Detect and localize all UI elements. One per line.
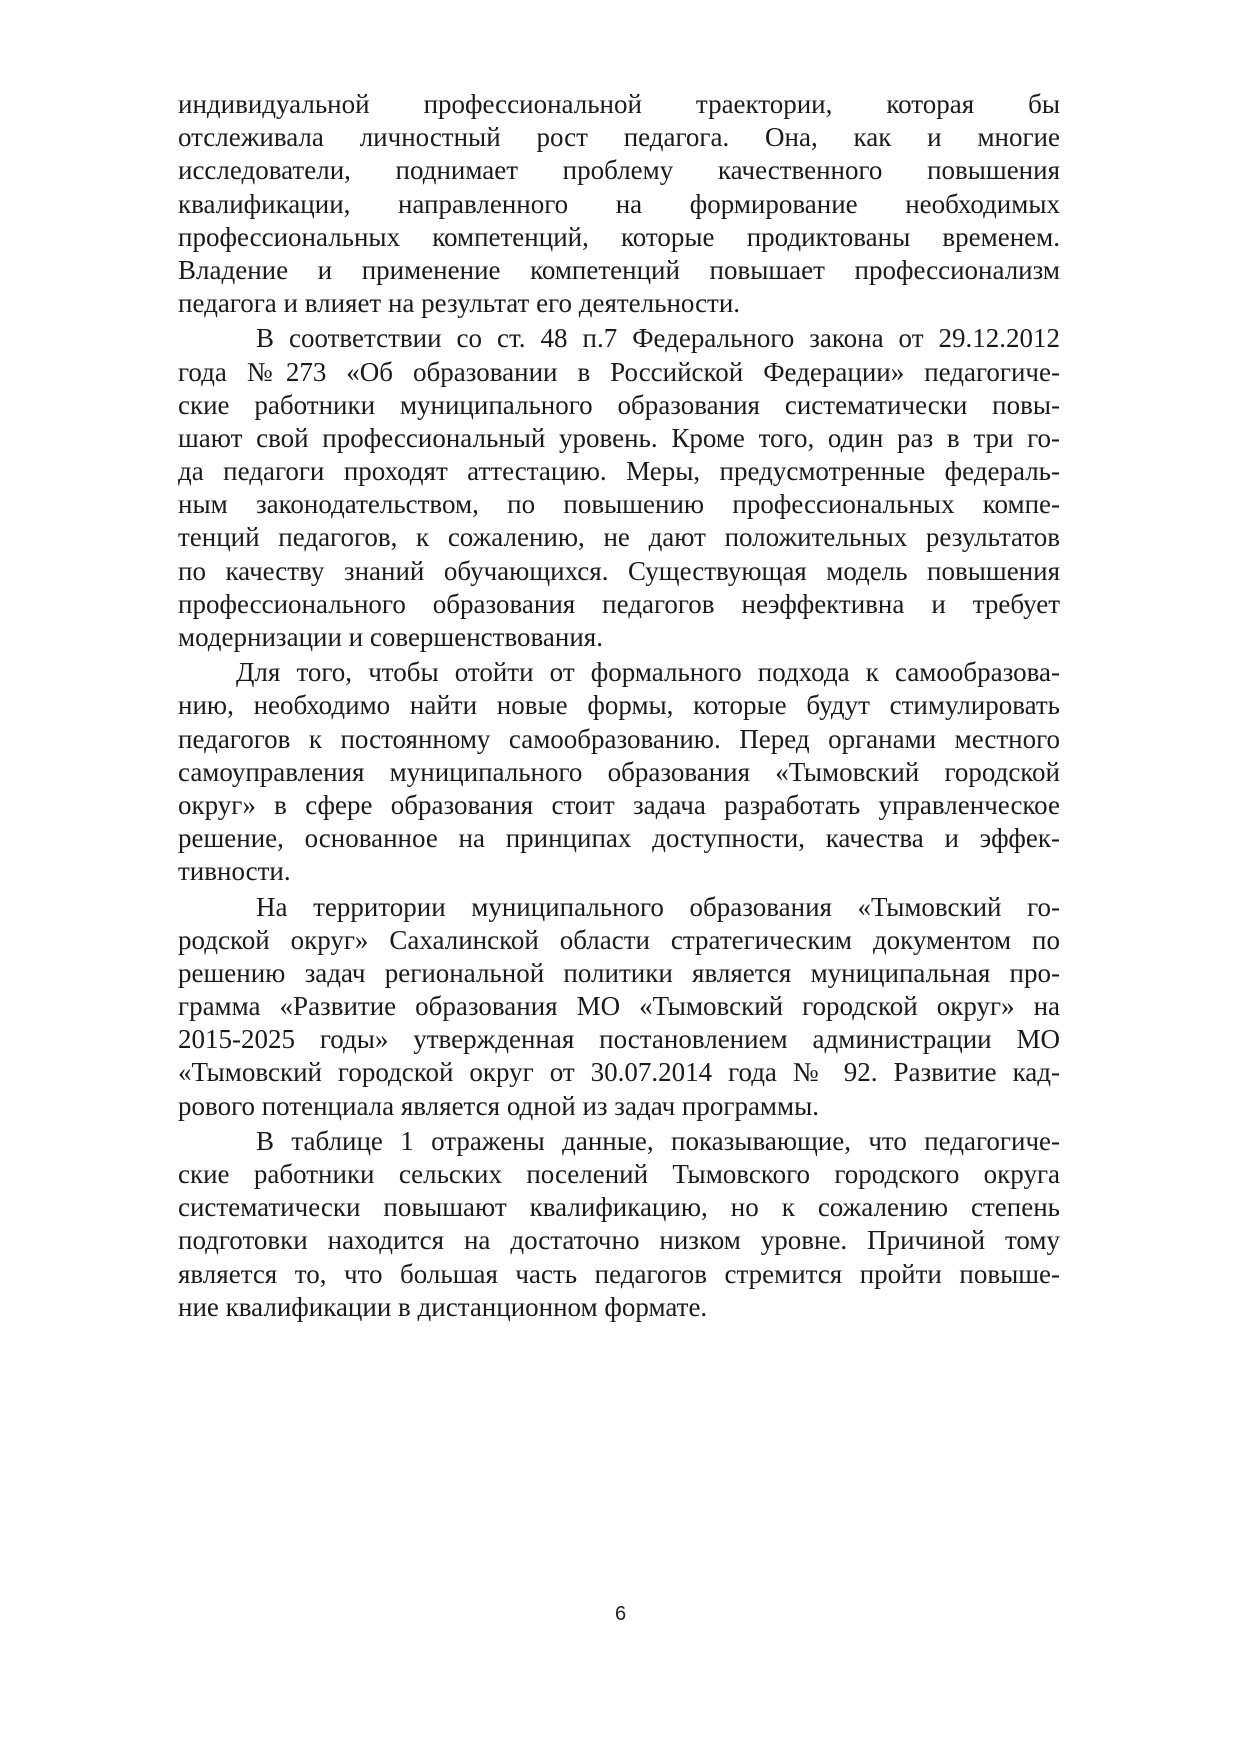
text-line: «Тымовский городской округ от 30.07.2014 года № 92. Развитие кад- — [178, 1057, 1060, 1088]
text-line: На территории муниципального образования «Тымовский го- — [256, 891, 1060, 922]
text-line: грамма «Развитие образования МО «Тымовский городской округ» на — [178, 991, 1060, 1022]
text-line: профессионального образования педагогов неэффективна и требует — [178, 588, 1060, 619]
text-line: В таблице 1 отражены данные, показывающие, что педагогиче- — [256, 1125, 1060, 1156]
text-line: является то, что большая часть педагогов стремится пройти повыше- — [178, 1258, 1060, 1289]
text-line: да педагоги проходят аттестацию. Меры, предусмотренные федераль- — [178, 456, 1060, 487]
text-line: Владение и применение компетенций повышает профессионализм — [178, 254, 1060, 285]
text-line: рового потенциала является одной из задач программы. — [178, 1090, 819, 1121]
text-line: тенций педагогов, к сожалению, не дают положительных результатов — [178, 522, 1060, 553]
text-line: нию, необходимо найти новые формы, которые будут стимулировать — [178, 690, 1060, 721]
text-line: отслеживала личностный рост педагога. Она, как и многие — [178, 122, 1060, 153]
text-line: педагогов к постоянному самообразованию. Перед органами местного — [178, 723, 1060, 754]
text-line: педагога и влияет на результат его деятельности. — [178, 288, 741, 319]
text-line: ские работники сельских поселений Тымовского городского округа — [178, 1159, 1060, 1189]
text-line: модернизации и совершенствования. — [178, 622, 603, 652]
text-line: В соответствии со ст. 48 п.7 Федерального закона от 29.12.2012 — [256, 323, 1060, 354]
paragraph-1 — [178, 88, 1060, 320]
text-line: по качеству знаний обучающихся. Существующая модель повышения — [178, 555, 1060, 586]
text-line: решение, основанное на принципах доступности, качества и эффек- — [178, 823, 1060, 854]
text-line: профессиональных компетенций, которые продиктованы временем. — [178, 221, 1060, 252]
text-line: Для того, чтобы отойти от формального подхода к самообразова- — [236, 657, 1060, 688]
paragraph-3 — [178, 656, 1060, 888]
text-line: ным законодательством, по повышению профессиональных компе- — [178, 489, 1060, 520]
text-line: решению задач региональной политики является муниципальная про- — [178, 957, 1060, 988]
text-line: года №273 «Об образовании в Российской Федерации» педагогиче- — [178, 356, 1060, 387]
document-body — [178, 88, 1060, 1324]
text-line: индивидуальной профессиональной траектории, которая бы — [178, 89, 1060, 119]
text-line: квалификации, направленного на формирование необходимых — [178, 188, 1060, 219]
text-line: ские работники муниципального образования систематически повы- — [178, 389, 1060, 420]
page-number: 6 — [614, 1603, 627, 1625]
text-line: родской округ» Сахалинской области стратегическим документом по — [178, 924, 1060, 955]
text-line: ние квалификации в дистанционном формате. — [178, 1291, 708, 1322]
text-line: округ» в сфере образования стоит задача разработать управленческое — [178, 789, 1060, 820]
text-line: шают свой профессиональный уровень. Кроме того, один раз в три го- — [178, 422, 1060, 453]
text-line: самоуправления муниципального образования «Тымовский городской — [178, 756, 1060, 787]
text-line: 2015-2025 годы» утвержденная постановлением администрации МО — [178, 1024, 1060, 1055]
text-line: тивности. — [178, 856, 291, 887]
paragraph-4 — [178, 891, 1060, 1123]
paragraph-2 — [178, 322, 1060, 654]
text-line: исследователи, поднимает проблему качественного повышения — [178, 155, 1060, 186]
text-line: подготовки находится на достаточно низком уровне. Причиной тому — [178, 1225, 1060, 1256]
paragraph-5 — [178, 1125, 1060, 1324]
text-line: систематически повышают квалификацию, но к сожалению степень — [178, 1192, 1060, 1223]
